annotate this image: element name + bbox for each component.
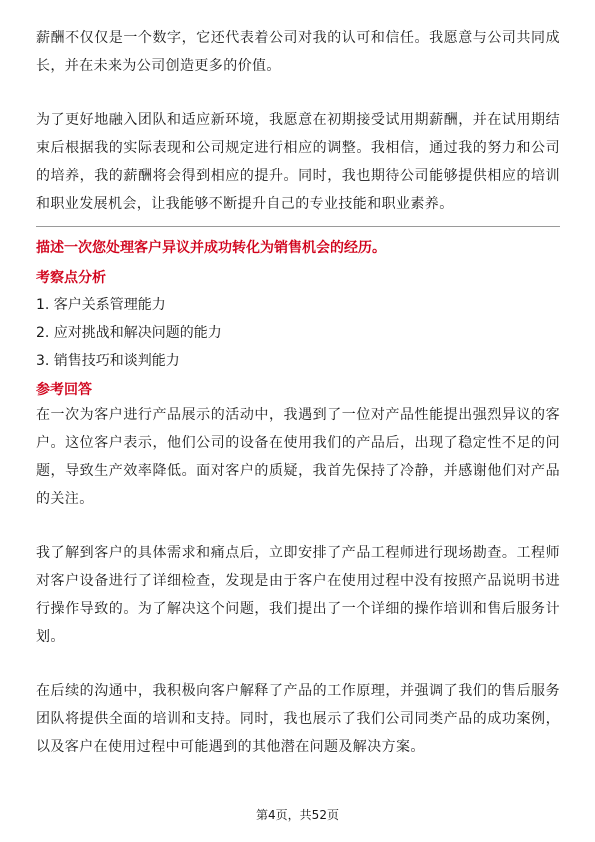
analysis-point: 1. 客户关系管理能力 — [36, 297, 166, 313]
answer-paragraph-1: 在一次为客户进行产品展示的活动中，我遇到了一位对产品性能提出强烈异议的客户。这位客户表示，他们公司的设备在使用我们的产品后，出现了稳定性不足的问题，导致生产效率降低。面对客户的质疑，我首先保持了冷静，并感谢他们对产品的关注。 — [36, 407, 560, 507]
intro-paragraph-1: 薪酬不仅仅是一个数字，它还代表着公司对我的认可和信任。我愿意与公司共同成长，并在未来为公司创造更多的价值。 — [36, 30, 560, 74]
document-page — [36, 24, 560, 761]
answer-paragraph-3: 在后续的沟通中，我积极向客户解释了产品的工作原理，并强调了我们的售后服务团队将提供全面的培训和支持。同时，我也展示了我们公司同类产品的成功案例，以及客户在使用过程中可能遇到的其他潜在问题及解决方案。 — [36, 683, 560, 755]
analysis-title: 考察点分析 — [36, 270, 106, 286]
page-footer: 第4页，共52页 — [256, 808, 339, 822]
analysis-point: 2. 应对挑战和解决问题的能力 — [36, 325, 222, 341]
section-divider — [36, 226, 560, 227]
analysis-point: 3. 销售技巧和谈判能力 — [36, 353, 180, 369]
analysis-points — [36, 291, 560, 375]
answer-title: 参考回答 — [36, 382, 92, 398]
intro-paragraph-2: 为了更好地融入团队和适应新环境，我愿意在初期接受试用期薪酬，并在试用期结束后根据我的实际表现和公司规定进行相应的调整。我相信，通过我的努力和公司的培养，我的薪酬将会得到相应的提升。同时，我也期待公司能够提供相应的培训和职业发展机会，让我能够不断提升自己的专业技能和职业素养。 — [36, 112, 560, 212]
interview-question: 描述一次您处理客户异议并成功转化为销售机会的经历。 — [36, 240, 386, 256]
answer-paragraph-2: 我了解到客户的具体需求和痛点后，立即安排了产品工程师进行现场勘查。工程师对客户设备进行了详细检查，发现是由于客户在使用过程中没有按照产品说明书进行操作导致的。为了解决这个问题，我们提出了一个详细的操作培训和售后服务计划。 — [36, 545, 560, 645]
